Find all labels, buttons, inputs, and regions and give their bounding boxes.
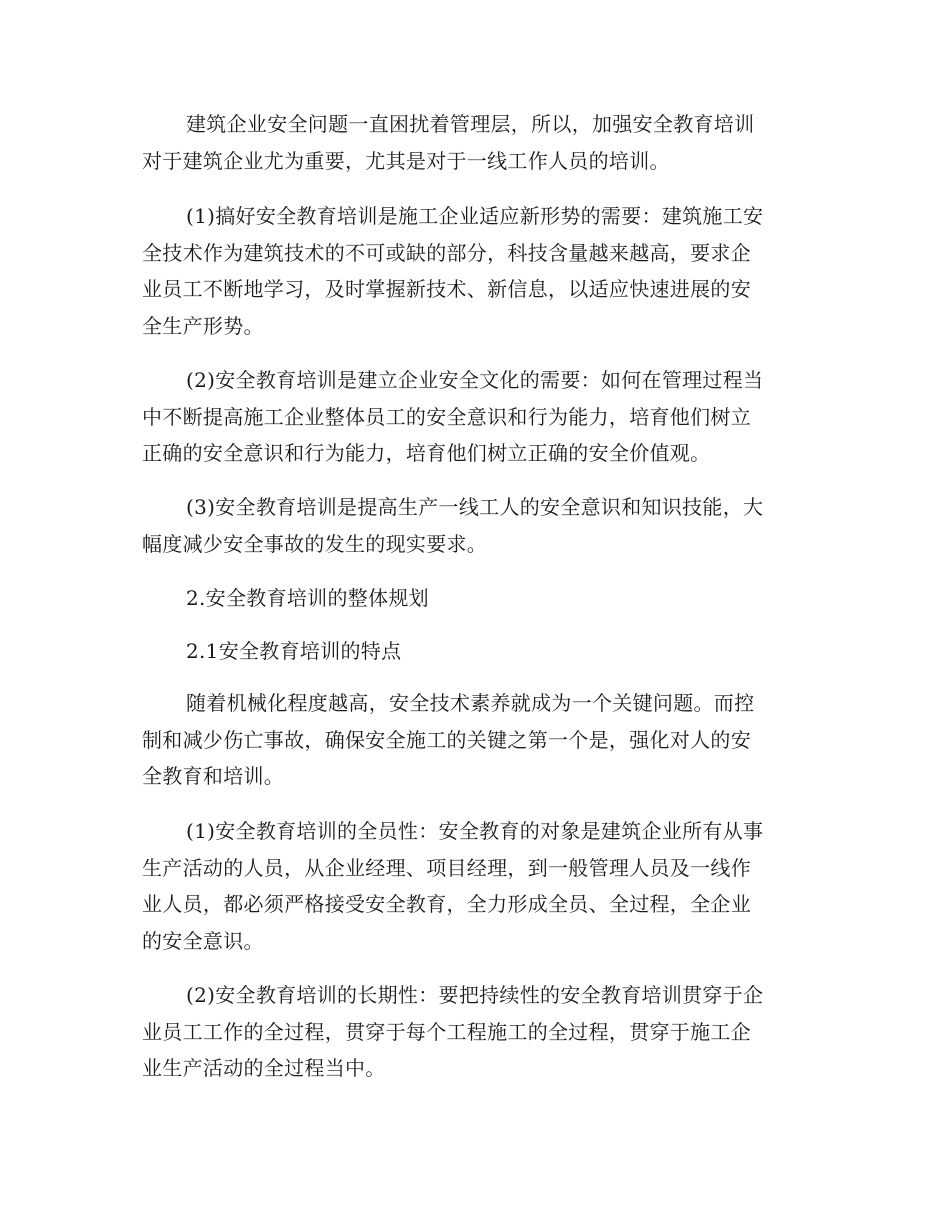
text-line: 制和减少伤亡事故，确保安全施工的关键之第一个是，强化对人的安 [142, 727, 751, 752]
text-line: (1)安全教育培训的全员性：安全教育的对象是建筑企业所有从事 [186, 819, 764, 843]
text-line: 业员工工作的全过程，贯穿于每个工程施工的全过程，贯穿于施工企 [142, 1019, 751, 1044]
text-line: 业人员，都必须严格接受安全教育，全力形成全员、全过程，全企业 [142, 892, 751, 916]
paragraph-need-3 [142, 489, 812, 562]
text-line: 建筑企业安全问题一直困扰着管理层，所以，加强安全教育培训 [186, 112, 755, 136]
text-line: 全生产形势。 [142, 313, 264, 338]
text-line: 生产活动的人员，从企业经理、项目经理，到一般管理人员及一线作 [142, 855, 751, 880]
text-line: 随着机械化程度越高，安全技术素养就成为一个关键问题。而控 [186, 691, 755, 715]
text-line: 全教育和培训。 [142, 764, 285, 788]
text-line: 全技术作为建筑技术的不可或缺的部分，科技含量越来越高，要求企 [142, 240, 751, 265]
heading-text: 2.1安全教育培训的特点 [186, 639, 402, 663]
text-line: 幅度减少安全事故的发生的现实要求。 [142, 531, 488, 556]
paragraph-need-2 [142, 362, 812, 472]
text-line: 对于建筑企业尤为重要，尤其是对于一线工作人员的培训。 [142, 148, 670, 173]
paragraph-intro [142, 106, 812, 179]
paragraph-need-1 [142, 198, 812, 344]
section-heading-2 [142, 580, 812, 617]
text-line: 业员工不断地学习，及时掌握新技术、新信息，以适应快速进展的安 [142, 277, 751, 301]
section-heading-2-1 [142, 633, 812, 670]
text-line: (1)搞好安全教育培训是施工企业适应新形势的需要：建筑施工安 [186, 204, 764, 228]
text-line: (2)安全教育培训是建立企业安全文化的需要：如何在管理过程当 [186, 368, 764, 392]
heading-text: 2.安全教育培训的整体规划 [186, 586, 429, 610]
text-line: 的安全意识。 [142, 928, 264, 953]
paragraph-feature-2 [142, 977, 812, 1087]
text-line: (3)安全教育培训是提高生产一线工人的安全意识和知识技能，大 [186, 495, 764, 519]
text-line: 业生产活动的全过程当中。 [142, 1056, 386, 1080]
paragraph-feature-1 [142, 813, 812, 959]
text-line: (2)安全教育培训的长期性：要把持续性的安全教育培训贯穿于企 [186, 983, 764, 1007]
text-line: 中不断提高施工企业整体员工的安全意识和行为能力，培育他们树立 [142, 404, 751, 429]
paragraph-features-intro [142, 685, 812, 795]
text-line: 正确的安全意识和行为能力，培育他们树立正确的安全价值观。 [142, 441, 711, 465]
